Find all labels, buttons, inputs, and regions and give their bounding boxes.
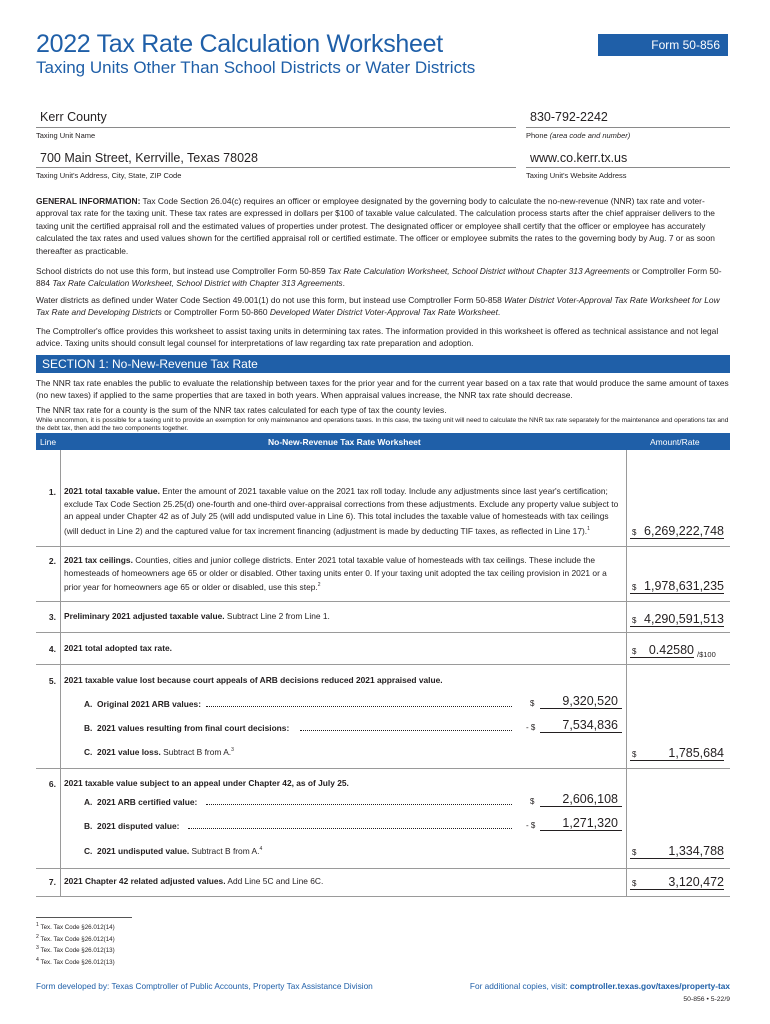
line-5c-label: C. 2021 value loss. Subtract B from A.$^3$	[84, 747, 234, 757]
line-2-description: 2021 tax ceilings. Counties, cities and junior college districts. Enter 2021 total taxable value of homesteads with tax ceilings. These include the homesteads of homeowners age 65 or older or disabled. Other taxing units enter 0. If your taxing unit adopted the tax ceiling provision in 2021 or a prior year for homeowners age 65 or older or disabled, use this step.$^2$	[64, 555, 607, 592]
table-row-divider	[36, 632, 730, 633]
line-6c-amount[interactable]: $ 1,334,788	[632, 844, 724, 858]
dot-leader	[188, 821, 512, 829]
line-6-description: 2021 taxable value subject to an appeal under Chapter 42, as of July 25.	[64, 778, 349, 788]
taxing-unit-name-caption: Taxing Unit Name	[36, 131, 96, 140]
line-1-description: 2021 total taxable value. Enter the amount of 2021 taxable value on the 2021 tax roll today. Include any adjustments since last year's certification; exclude Tax Code Section 25.25(d) one-fourth and one-third over-appraisal corrections from these adjustments. Exclude any property value subject to an appeal under Chapter 42 as of July 25 (will add undisputed value in Line 6). This total includes the taxable value of homesteads with tax ceilings (will deduct in Line 2) and the captured value for tax increment financing (adjustment is made by deducting TIF taxes, as reflected in Line 17).$^1$	[64, 486, 619, 536]
footnote-divider	[36, 917, 132, 918]
general-information-paragraph: GENERAL INFORMATION: Tax Code Section 26.04(c) requires an officer or employee designated by the governing body to calculate the no-new-revenue (NNR) tax rate and voter-approval tax rate for the taxing unit. These tax rates are expressed in dollars per $100 of taxable value calculated. The calculation process starts after the chief appraiser delivers to the taxing unit the certified appraisal roll and the estimated values of properties under protest. The designated officer or employee shall certify that the officer or employee has accurately calculated the tax rates and used values shown for the certified appraisal roll or certified estimate. The officer or employee submits the rates to the governing body by Aug. 7 or as soon thereafter as practicable.	[36, 196, 715, 256]
section-1-paragraph-1: The NNR tax rate enables the public to evaluate the relationship between taxes for the prior year and for the current year based on a tax rate that would produce the same amount of taxes (no new taxes) if applied to the same properties that are taxed in both years. When appraisal values increase, the NNR tax rate should decrease.	[36, 378, 729, 401]
footnote: $^3$ Tex. Tax Code §26.012(13)	[36, 945, 115, 955]
line-number: 7.	[48, 877, 56, 887]
divider	[526, 167, 730, 168]
line-number: 4.	[48, 644, 56, 654]
dot-leader	[206, 699, 512, 707]
table-column-divider	[60, 450, 61, 896]
line-6a-label: A. 2021 ARB certified value:	[84, 797, 198, 807]
footnote: $^4$ Tex. Tax Code §26.012(13)	[36, 956, 115, 966]
line-number: 5.	[48, 676, 56, 686]
line-6b-label: B. 2021 disputed value:	[84, 821, 180, 831]
school-districts-paragraph: School districts do not use this form, but instead use Comptroller Form 50-859 Tax Rate Calculation Worksheet, School District without Chapter 313 Agreements or Comptroller Form 50-884 Tax Rate Calculation Worksheet, School District with Chapter 313 Agreements.	[36, 266, 722, 289]
website-caption: Taxing Unit's Website Address	[526, 171, 627, 180]
line-6a-amount[interactable]: $ 2,606,108	[528, 791, 622, 807]
page-title: 2022 Tax Rate Calculation Worksheet	[36, 30, 443, 58]
line-7-description: 2021 Chapter 42 related adjusted values. Add Line 5C and Line 6C.	[64, 876, 324, 886]
section-1-header: SECTION 1: No-New-Revenue Tax Rate	[36, 355, 730, 373]
phone-caption: Phone (area code and number)	[526, 131, 631, 140]
comptroller-paragraph: The Comptroller's office provides this worksheet to assist taxing units in determining tax rates. The information provided in this worksheet is offered as technical assistance and not legal advice. Taxing units should consult legal counsel for interpretations of law regarding tax rate preparation and adoption.	[36, 326, 719, 349]
dot-leader	[300, 723, 512, 731]
line-5c-amount[interactable]: $ 1,785,684	[632, 746, 724, 760]
line-4-description: 2021 total adopted tax rate.	[64, 643, 172, 653]
footer-developer-credit: Form developed by: Texas Comptroller of Public Accounts, Property Tax Assistance Division	[36, 981, 373, 991]
line-7-amount[interactable]: $ 3,120,472	[632, 875, 724, 889]
address-caption: Taxing Unit's Address, City, State, ZIP Code	[36, 171, 182, 180]
line-number: 3.	[48, 612, 56, 622]
form-number-badge: Form 50-856	[598, 34, 728, 56]
table-row-divider	[36, 601, 730, 602]
line-2-amount[interactable]: $ 1,978,631,235	[632, 579, 724, 593]
line-1-amount[interactable]: $ 6,269,222,748	[632, 524, 724, 538]
line-5b-amount[interactable]: - $ 7,534,836	[524, 717, 622, 733]
table-row-divider	[36, 546, 730, 547]
divider	[526, 127, 730, 128]
line-5-description: 2021 taxable value lost because court appeals of ARB decisions reduced 2021 appraised value.	[64, 675, 443, 685]
footnotes	[36, 921, 115, 967]
line-number: 1.	[48, 487, 56, 497]
table-row-divider	[36, 768, 730, 769]
line-4-amount[interactable]: $ 0.42580	[632, 643, 694, 657]
table-row-divider	[36, 868, 730, 869]
page-subtitle: Taxing Units Other Than School Districts or Water Districts	[36, 58, 476, 77]
column-header-amount: Amount/Rate	[650, 437, 700, 447]
table-column-divider	[626, 450, 627, 896]
line-6b-amount[interactable]: - $ 1,271,320	[524, 815, 622, 831]
divider	[36, 127, 516, 128]
phone-field[interactable]: 830-792-2242	[530, 110, 608, 124]
line-5a-label: A. Original 2021 ARB values:	[84, 699, 201, 709]
address-field[interactable]: 700 Main Street, Kerrville, Texas 78028	[40, 151, 258, 165]
footnote: $^2$ Tex. Tax Code §26.012(14)	[36, 933, 115, 943]
table-row-divider	[36, 664, 730, 665]
line-number: 6.	[48, 779, 56, 789]
line-5a-amount[interactable]: $ 9,320,520	[528, 693, 622, 709]
taxing-unit-name-field[interactable]: Kerr County	[40, 110, 107, 124]
website-field[interactable]: www.co.kerr.tx.us	[530, 151, 628, 165]
water-districts-paragraph: Water districts as defined under Water Code Section 49.001(1) do not use this form, but instead use Comptroller Form 50-858 Water District Voter-Approval Tax Rate Worksheet for Low Tax Rate and Developing Districts or Comptroller Form 50-860 Developed Water District Voter-Approval Tax Rate Worksheet.	[36, 295, 720, 318]
footnote: $^1$ Tex. Tax Code §26.012(14)	[36, 922, 115, 932]
section-1-paragraph-3: While uncommon, it is possible for a taxing unit to provide an exemption for only maintenance and operations taxes. In this case, the taxing unit will need to calculate the NNR tax rate separately for the maintenance and operations tax and the debt tax, then add the two components together.	[36, 417, 729, 432]
column-header-line: Line	[40, 437, 57, 447]
property-tax-link[interactable]: comptroller.texas.gov/taxes/property-tax	[569, 981, 730, 991]
column-header-worksheet: No-New-Revenue Tax Rate Worksheet	[268, 437, 421, 447]
per-100-unit: /$100	[697, 650, 716, 659]
line-6c-label: C. 2021 undisputed value. Subtract B from A.$^4$	[84, 846, 263, 856]
worksheet-table-header	[36, 433, 730, 450]
line-3-description: Preliminary 2021 adjusted taxable value. Subtract Line 2 from Line 1.	[64, 611, 330, 621]
dot-leader	[206, 797, 512, 805]
form-revision-code: 50-856 • 5-22/9	[683, 996, 730, 1003]
line-3-amount[interactable]: $ 4,290,591,513	[632, 612, 724, 626]
footer-copies-note: For additional copies, visit: comptroller.texas.gov/taxes/property-tax	[469, 981, 730, 991]
line-number: 2.	[48, 556, 56, 566]
table-row-divider	[36, 896, 730, 897]
section-1-paragraph-2: The NNR tax rate for a county is the sum of the NNR tax rates calculated for each type of tax the county levies.	[36, 405, 447, 415]
line-5b-label: B. 2021 values resulting from final court decisions:	[84, 723, 290, 733]
divider	[36, 167, 516, 168]
